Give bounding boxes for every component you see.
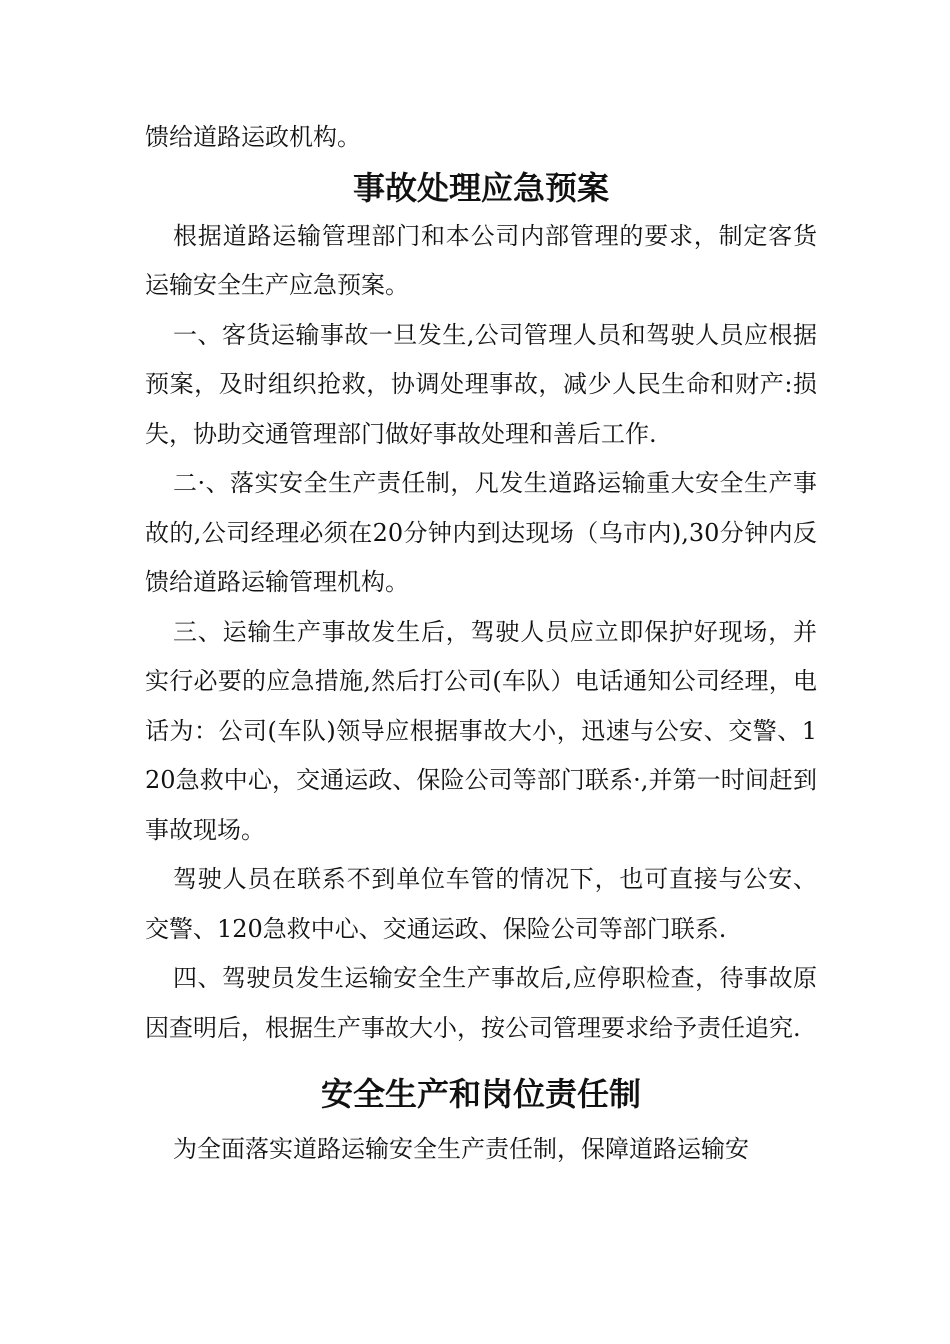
paragraph-responsibility-intro: 为全面落实道路运输安全生产责任制，保障道路运输安: [173, 1135, 749, 1163]
paragraph-item-3-note: 驾驶人员在联系不到单位车管的情况下，也可直接与公安、交警、120急救中心、交通运政、保险公司等部门联系.: [145, 865, 817, 943]
paragraph-item-1: 一、客货运输事故一旦发生,公司管理人员和驾驶人员应根据预案，及时组织抢救，协调处理事故，减少人民生命和财产:损失，协助交通管理部门做好事故处理和善后工作.: [145, 320, 817, 448]
lead-paragraph: 馈给道路运政机构。: [145, 123, 361, 151]
section-title-emergency-plan: 事故处理应急预案: [352, 168, 609, 207]
document-body: [145, 113, 817, 1175]
paragraph-intro: 根据道路运输管理部门和本公司内部管理的要求，制定客货运输安全生产应急预案。: [145, 221, 817, 299]
paragraph-item-2: 二·、落实安全生产责任制，凡发生道路运输重大安全生产事故的,公司经理必须在20分钟内到达现场（乌市内),30分钟内反馈给道路运输管理机构。: [145, 469, 817, 596]
paragraph-item-3: 三、运输生产事故发生后，驾驶人员应立即保护好现场，并实行必要的应急措施,然后打公司(车队）电话通知公司经理，电话为：公司(车队)领导应根据事故大小，迅速与公安、交警、120急救中心，交通运政、保险公司等部门联系·,并第一时间赶到事故现场。: [145, 617, 817, 844]
section-title-responsibility: 安全生产和岗位责任制: [320, 1075, 641, 1113]
paragraph-item-4: 四、驾驶员发生运输安全生产事故后,应停职检查，待事故原因查明后，根据生产事故大小，按公司管理要求给予责任追究.: [145, 964, 817, 1042]
